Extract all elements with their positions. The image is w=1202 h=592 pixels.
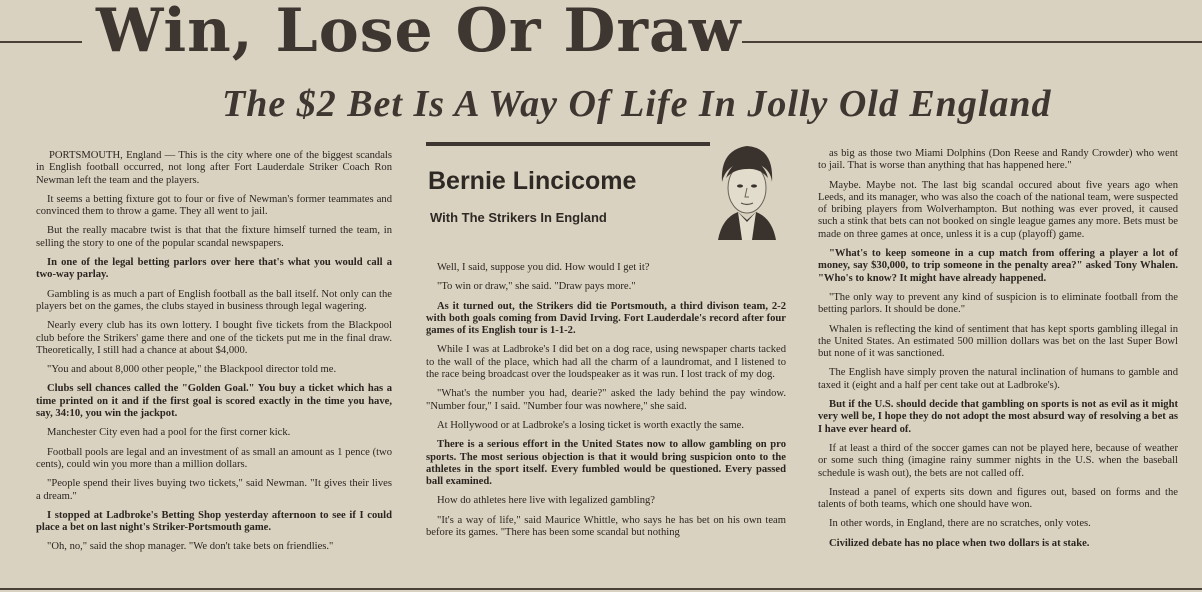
headline-rule-right xyxy=(742,41,1202,43)
paragraph: PORTSMOUTH, England — This is the city where one of the biggest scandals in English football occurred, not long after Fort Lauderdale Striker Coach Ron Newman left the team and the players. xyxy=(36,150,392,186)
author-portrait-icon xyxy=(712,142,782,240)
paragraph: Nearly every club has its own lottery. I bought five tickets from the Blackpool club before the Strikers' game there and one of the tickets put me in the final draw. Theoretically, I still had a chance at about $4,000. xyxy=(36,320,392,356)
paragraph: At Hollywood or at Ladbroke's a losing ticket is worth exactly the same. xyxy=(437,419,744,431)
paragraph: While I was at Ladbroke's I did bet on a dog race, using newspaper charts tacked to the wall of the place, which had all the charm of a laundromat, and I listened to the race being broadcast over the loudspeaker as it was run. I lost track of my dog. xyxy=(426,344,786,381)
headline-rule-left xyxy=(0,41,82,43)
paragraph: It seems a betting fixture got to four or five of Newman's former teammates and convinced them to throw a game. They all went to jail. xyxy=(36,193,392,218)
paragraph: "To win or draw," she said. "Draw pays more." xyxy=(437,281,636,293)
paragraph: Whalen is reflecting the kind of sentiment that has kept sports gambling illegal in the United States. An estimated 500 million dollars was bet on the last Super Bowl but none of it was sanctioned. xyxy=(818,323,1178,360)
byline-tagline: With The Strikers In England xyxy=(430,210,607,225)
paragraph: But if the U.S. should decide that gambling on sports is not as evil as it might very well be, I hope they do not adopt the most absurd way of resolving a bet as I have ever heard of. xyxy=(818,399,1178,435)
article-column-2 xyxy=(426,262,786,546)
paragraph: "The only way to prevent any kind of suspicion is to eliminate football from the betting parlors. It should be done." xyxy=(818,291,1178,316)
paragraph: Civilized debate has no place when two dollars is at stake. xyxy=(829,537,1090,549)
bottom-rule xyxy=(0,588,1202,590)
paragraph: "People spend their lives buying two tickets," said Newman. "It gives their lives a dream." xyxy=(36,478,392,502)
paragraph: Maybe. Maybe not. The last big scandal occured about five years ago when Leeds, and its manager, who was also the coach of the national team, were suspected of bribing players from Wolverhampton. But nothing was ever proved, it caused such a stink that bets can not booked on single league games any more. Bets must be made on three games at once, unless it is a cup (playoff) game. xyxy=(818,179,1178,240)
paragraph: "What's the number you had, dearie?" asked the lady behind the pay window. "Number four," I said. "Number four was nowhere," she said. xyxy=(426,388,786,412)
paragraph: "You and about 8,000 other people," the Blackpool director told me. xyxy=(47,364,337,376)
paragraph: Clubs sell chances called the "Golden Goal." You buy a ticket which has a time printed on it and if the first goal is scored exactly in the time you have, say, 34:10, you win the jackpot. xyxy=(36,383,392,420)
paragraph: There is a serious effort in the United States now to allow gambling on pro sports. The most serious objection is that it would bring suspicion onto to the athletes in the sport itself. Every fumbled would be questioned. Every passed ball examined. xyxy=(426,439,786,488)
paragraph: In one of the legal betting parlors over here that's what you would call a two-way parlay. xyxy=(36,257,392,281)
paragraph: How do athletes here live with legalized gambling? xyxy=(437,495,655,507)
paragraph: Manchester City even had a pool for the first corner kick. xyxy=(47,427,291,439)
byline-name: Bernie Lincicome xyxy=(428,167,637,195)
byline-rule xyxy=(426,142,710,146)
paragraph: as big as those two Miami Dolphins (Don Reese and Randy Crowder) who went to jail. That is worse than anything that has happened here." xyxy=(818,148,1178,172)
byline-box xyxy=(424,142,786,246)
paragraph: "What's to keep someone in a cup match from offering a player a lot of money, say $30,000, to trip someone in the penalty area?" asked Tony Whalen. "Who's to know? It might have already happened. xyxy=(818,248,1178,284)
paragraph: Instead a panel of experts sits down and figures out, based on forms and the talents of both teams, which one should have won. xyxy=(818,486,1178,511)
paragraph: As it turned out, the Strikers did tie Portsmouth, a third divison team, 2-2 with both goals coming from David Irving. Fort Lauderdale's record after four games of its English tour is 1-1-2. xyxy=(426,300,786,337)
subheadline: The $2 Bet Is A Way Of Life In Jolly Old England xyxy=(222,83,1052,125)
paragraph: "It's a way of life," said Maurice Whittle, who says he has bet on his own team before its games. "There has been some scandal but nothing xyxy=(426,514,786,539)
article-column-1 xyxy=(36,150,392,561)
paragraph: Football pools are legal and an investment of as small an amount as 1 pence (two cents), could win you more than a million dollars. xyxy=(36,446,392,470)
paragraph: But the really macabre twist is that that the fixture himself turned the team, in selling the story to one of the popular scandal newspapers. xyxy=(36,225,392,249)
article-column-3 xyxy=(818,148,1178,557)
paragraph: The English have simply proven the natural inclination of humans to gamble and taxed it (eight and a half per cent take out at Ladbroke's). xyxy=(818,367,1178,391)
paragraph: I stopped at Ladbroke's Betting Shop yesterday afternoon to see if I could place a bet on last night's Striker-Portsmouth game. xyxy=(36,509,392,534)
headline: Win, Lose Or Draw xyxy=(96,0,742,66)
paragraph: In other words, in England, there are no scratches, only votes. xyxy=(829,518,1091,530)
paragraph: If at least a third of the soccer games can not be played here, because of weather or some such thing (imagine rainy summer nights in the U.S. when the baseball schedule is wash out), the bets are not called off. xyxy=(818,442,1178,479)
paragraph: "Oh, no," said the shop manager. "We don't take bets on friendlies." xyxy=(47,541,334,553)
paragraph: Gambling is as much a part of English football as the ball itself. Not only can the players bet on the games, the clubs stayed in business through legal wagering. xyxy=(36,288,392,312)
paragraph: Well, I said, suppose you did. How would I get it? xyxy=(437,262,650,273)
